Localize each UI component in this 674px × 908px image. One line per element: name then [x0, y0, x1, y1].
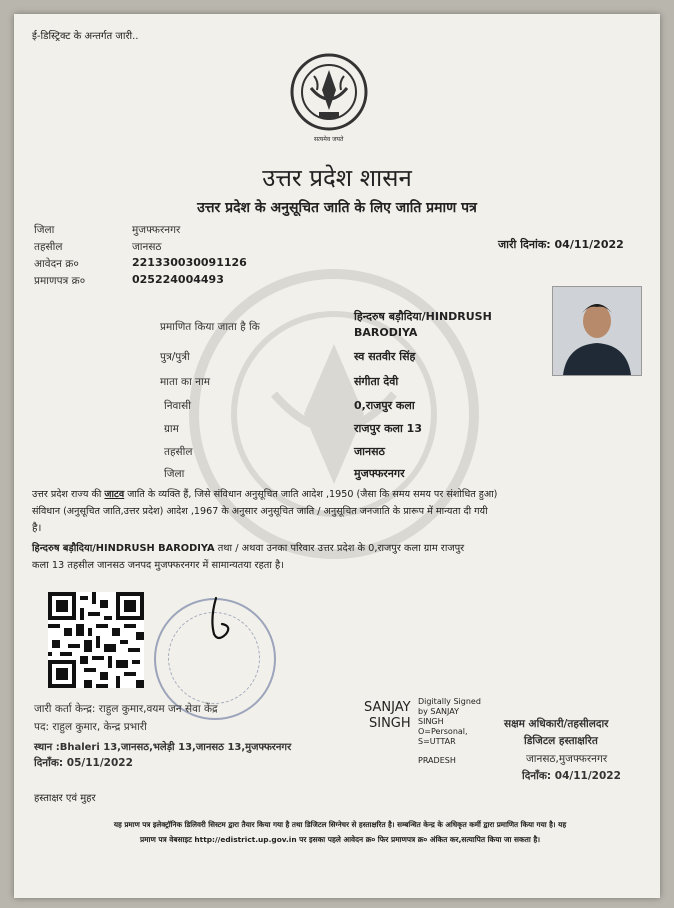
name-line2: BARODIYA — [354, 326, 418, 339]
para1-line2: संविधान (अनुसूचित जाति,उत्तर प्रदेश) आदेश ,1967 के अनुसार अनुसूचित जाति / अनुसूचित जनजाति के प्रारूप में मान्यता दी गयी — [32, 506, 488, 517]
signer-name1: SANJAY — [364, 700, 411, 715]
sign-seal-label: हस्ताक्षर एवं मुहर — [34, 793, 96, 804]
para1-line3: है। — [32, 522, 42, 534]
sig-line1: Digitally Signed — [418, 697, 481, 706]
district-value: मुजफ्फरनगर — [132, 224, 181, 236]
para1-part1: उत्तर प्रदेश राज्य की — [32, 489, 105, 500]
top-note: ई-डिस्ट्रिक्ट के अन्तर्गत जारी.. — [32, 31, 139, 42]
signer-name2: SINGH — [369, 716, 411, 731]
certificate-label: प्रमाणपत्र क्र० — [34, 275, 86, 287]
sig-line3: SINGH — [418, 717, 444, 726]
authority-place: जानसठ,मुजफ्फरनगर — [526, 753, 608, 765]
resident-value: 0,राजपुर कला — [354, 399, 415, 412]
signature-details — [418, 697, 481, 747]
detail-district-value: मुजफ्फरनगर — [354, 467, 405, 480]
sig-line2: by SANJAY — [418, 707, 459, 716]
village-value: राजपुर कला 13 — [354, 422, 422, 435]
application-label: आवेदन क्र० — [34, 258, 79, 270]
mother-value: संगीता देवी — [354, 375, 399, 388]
para2-line2: कला 13 तहसील जानसठ जनपद मुजफ्फरनगर में सामान्यतया रहता है। — [32, 560, 284, 571]
name-line1: हिन्दरुष बड़ौदिया/HINDRUSH — [354, 310, 492, 323]
handwritten-mark-icon — [204, 594, 244, 644]
page-title: उत्तर प्रदेश शासन — [262, 164, 412, 192]
resident-label: निवासी — [164, 400, 191, 412]
applicant-photo — [552, 286, 642, 376]
authority-date: दिनाँक: 04/11/2022 — [522, 770, 621, 782]
issuer-date: दिनाँक: 05/11/2022 — [34, 757, 133, 769]
certificate-page — [14, 14, 660, 898]
mother-label: माता का नाम — [160, 376, 210, 388]
detail-tehsil-label: तहसील — [164, 446, 193, 458]
issuer-post: पद: राहुल कुमार, केन्द्र प्रभारी — [34, 721, 147, 733]
caste-paragraph — [32, 486, 652, 537]
para1-part2: जाति के व्यक्ति हैं, जिसे संविधान अनुसूचित जाति आदेश ,1950 (जैसा कि समय समय पर संशोधित हुआ) — [124, 489, 498, 500]
issue-date: जारी दिनांक: 04/11/2022 — [498, 238, 624, 251]
parent-label: पुत्र/पुत्री — [160, 351, 190, 363]
certificate-value: 025224004493 — [132, 273, 224, 286]
residence-paragraph — [32, 540, 652, 574]
authority-title: सक्षम अधिकारी/तहसीलदार — [504, 718, 609, 730]
page-subtitle: उत्तर प्रदेश के अनुसूचित जाति के लिए जाति प्रमाण पत्र — [197, 200, 477, 216]
footer-line1: यह प्रमाण पत्र इलेक्ट्रॉनिक डिलिवरी सिस्टम द्वारा तैयार किया गया है तथा डिजिटल सिग्नेचर से हस्ताक्षरित है। सम्बन्धित केन्द्र के अधिकृत कर्मी द्वारा प्रमाणित किया गया है। यह — [113, 820, 567, 829]
tehsil-label: तहसील — [34, 241, 63, 253]
qr-code-icon — [48, 592, 144, 688]
sig-line5: S=UTTAR — [418, 737, 456, 746]
footer-line2: प्रमाण पत्र वेबसाइट http://edistrict.up.gov.in पर इसका पहले आवेदन क्र० फिर प्रमाणपत्र क्र० अंकित कर,सत्यापित किया जा सकता है। — [139, 835, 541, 844]
up-emblem-icon — [289, 52, 369, 132]
village-label: ग्राम — [164, 423, 179, 435]
emblem-motto: सत्यमेव जयते — [314, 136, 344, 143]
tehsil-value: जानसठ — [132, 241, 162, 253]
issuer-center: जारी कर्ता केन्द्र: राहुल कुमार,वयम जन सेवा केंद्र — [34, 703, 218, 715]
authority-sign: डिजिटल हस्ताक्षरित — [524, 735, 598, 747]
application-value: 221330030091126 — [132, 256, 247, 269]
para2-name: हिन्दरुष बड़ौदिया/HINDRUSH BARODIYA — [32, 543, 215, 554]
person-photo-icon — [553, 287, 641, 375]
issuer-place: स्थान :Bhaleri 13,जानसठ,भलेड़ी 13,जानसठ 13,मुजफ्फरनगर — [34, 742, 292, 753]
district-label: जिला — [34, 224, 55, 236]
certify-label: प्रमाणित किया जाता है कि — [160, 321, 260, 333]
detail-tehsil-value: जानसठ — [354, 445, 385, 458]
detail-district-label: जिला — [164, 468, 185, 480]
para2-rest: तथा / अथवा उनका परिवार उत्तर प्रदेश के 0,राजपुर कला ग्राम राजपुर — [214, 543, 465, 554]
sig-line6: PRADESH — [418, 756, 456, 765]
caste-value: जाटव — [104, 489, 125, 500]
sig-line4: O=Personal, — [418, 727, 468, 736]
parent-value: स्व सतवीर सिंह — [354, 350, 416, 363]
